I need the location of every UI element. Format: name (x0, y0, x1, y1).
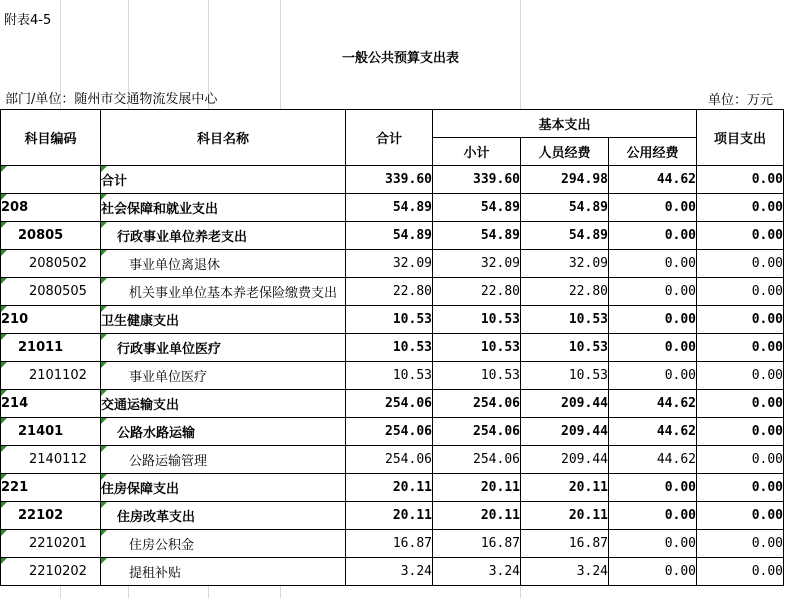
cell-code[interactable] (1, 558, 101, 586)
cell-name[interactable] (101, 362, 346, 390)
cell-name[interactable] (101, 334, 346, 362)
cell-code[interactable] (1, 502, 101, 530)
cell-public[interactable] (609, 306, 697, 334)
cell-personnel-text: 10.53 (568, 312, 608, 327)
cell-comment-marker (101, 362, 107, 368)
cell-subtotal-text: 54.89 (480, 200, 520, 215)
cell-comment-marker (1, 222, 7, 228)
cell-subtotal-text: 20.11 (480, 508, 520, 523)
cell-code[interactable] (1, 390, 101, 418)
cell-personnel[interactable] (521, 278, 609, 306)
cell-project[interactable] (697, 194, 784, 222)
header-code: 科目编码 (1, 110, 101, 166)
cell-code-text: 21401 (18, 424, 64, 439)
cell-public[interactable] (609, 334, 697, 362)
cell-public-text: 0.00 (664, 536, 696, 551)
cell-comment-marker (1, 558, 7, 564)
cell-comment-marker (1, 474, 7, 480)
cell-code-text: 214 (1, 396, 29, 411)
cell-name-text: 提租补贴 (129, 566, 182, 581)
cell-subtotal-text: 10.53 (480, 368, 520, 383)
cell-public[interactable] (609, 250, 697, 278)
cell-code[interactable] (1, 530, 101, 558)
cell-subtotal[interactable] (433, 530, 521, 558)
cell-subtotal[interactable] (433, 166, 521, 194)
cell-comment-marker (101, 334, 107, 340)
cell-code-text: 210 (1, 312, 29, 327)
table-row[interactable] (1, 362, 784, 390)
cell-project[interactable] (697, 502, 784, 530)
cell-public-text: 44.62 (656, 172, 696, 187)
table-row[interactable] (1, 278, 784, 306)
cell-total[interactable] (346, 166, 433, 194)
cell-personnel[interactable] (521, 166, 609, 194)
cell-total[interactable] (346, 474, 433, 502)
cell-subtotal[interactable] (433, 446, 521, 474)
cell-name-text: 公路水路运输 (117, 426, 196, 441)
cell-project-text: 0.00 (751, 564, 783, 579)
cell-public-text: 0.00 (664, 256, 696, 271)
cell-public[interactable] (609, 530, 697, 558)
cell-total[interactable] (346, 502, 433, 530)
cell-name[interactable] (101, 194, 346, 222)
cell-public[interactable] (609, 474, 697, 502)
cell-subtotal-text: 339.60 (473, 172, 520, 187)
cell-comment-marker (1, 250, 7, 256)
cell-public-text: 0.00 (664, 312, 696, 327)
cell-total[interactable] (346, 194, 433, 222)
cell-comment-marker (101, 250, 107, 256)
cell-project-text: 0.00 (751, 340, 783, 355)
annex-label: 附表4-5 (4, 13, 52, 28)
cell-total-text: 54.89 (392, 200, 432, 215)
cell-subtotal[interactable] (433, 278, 521, 306)
cell-project-text: 0.00 (751, 452, 783, 467)
cell-project[interactable] (697, 222, 784, 250)
cell-public-text: 44.62 (656, 396, 696, 411)
cell-public[interactable] (609, 558, 697, 586)
cell-total-text: 3.24 (400, 564, 432, 579)
table-row[interactable] (1, 530, 784, 558)
cell-subtotal-text: 20.11 (480, 480, 520, 495)
cell-public[interactable] (609, 418, 697, 446)
cell-comment-marker (101, 474, 107, 480)
cell-public-text: 0.00 (664, 480, 696, 495)
cell-name-text: 交通运输支出 (101, 398, 180, 413)
cell-comment-marker (1, 502, 7, 508)
cell-public[interactable] (609, 390, 697, 418)
cell-code-text: 2080505 (29, 284, 87, 299)
cell-name-text: 事业单位医疗 (129, 370, 208, 385)
table-row[interactable] (1, 166, 784, 194)
cell-subtotal-text: 16.87 (480, 536, 520, 551)
cell-total[interactable] (346, 446, 433, 474)
cell-name-text: 社会保障和就业支出 (101, 202, 219, 217)
cell-subtotal-text: 32.09 (480, 256, 520, 271)
cell-comment-marker (1, 390, 7, 396)
cell-project[interactable] (697, 166, 784, 194)
cell-public-text: 0.00 (664, 564, 696, 579)
cell-name-text: 行政事业单位医疗 (117, 342, 222, 357)
cell-code-text: 2210202 (29, 564, 87, 579)
cell-public-text: 0.00 (664, 368, 696, 383)
header-subtotal: 小计 (433, 138, 521, 166)
table-row[interactable] (1, 418, 784, 446)
cell-project[interactable] (697, 530, 784, 558)
cell-subtotal[interactable] (433, 558, 521, 586)
cell-personnel[interactable] (521, 446, 609, 474)
cell-total-text: 254.06 (385, 452, 432, 467)
cell-personnel-text: 10.53 (568, 340, 608, 355)
cell-subtotal[interactable] (433, 502, 521, 530)
cell-comment-marker (101, 558, 107, 564)
cell-code-text: 221 (1, 480, 29, 495)
cell-project[interactable] (697, 558, 784, 586)
cell-total[interactable] (346, 222, 433, 250)
cell-comment-marker (1, 530, 7, 536)
budget-table (0, 109, 784, 586)
cell-project-text: 0.00 (751, 312, 783, 327)
cell-total[interactable] (346, 278, 433, 306)
cell-personnel-text: 32.09 (568, 256, 608, 271)
cell-personnel[interactable] (521, 222, 609, 250)
cell-name[interactable] (101, 502, 346, 530)
cell-personnel[interactable] (521, 362, 609, 390)
table-row[interactable] (1, 390, 784, 418)
cell-personnel-text: 22.80 (568, 284, 608, 299)
cell-name[interactable] (101, 474, 346, 502)
cell-name-text: 事业单位离退休 (129, 258, 221, 273)
cell-project-text: 0.00 (751, 424, 783, 439)
cell-comment-marker (1, 194, 7, 200)
cell-total[interactable] (346, 334, 433, 362)
cell-project[interactable] (697, 474, 784, 502)
cell-project[interactable] (697, 278, 784, 306)
header-personnel: 人员经费 (521, 138, 609, 166)
table-row[interactable] (1, 502, 784, 530)
cell-comment-marker (101, 418, 107, 424)
cell-personnel[interactable] (521, 474, 609, 502)
cell-personnel-text: 10.53 (568, 368, 608, 383)
cell-public-text: 44.62 (656, 452, 696, 467)
cell-personnel-text: 294.98 (561, 172, 608, 187)
cell-code[interactable] (1, 278, 101, 306)
table-row[interactable] (1, 334, 784, 362)
cell-name-text: 住房保障支出 (101, 482, 180, 497)
cell-comment-marker (101, 446, 107, 452)
cell-public[interactable] (609, 194, 697, 222)
cell-public[interactable] (609, 222, 697, 250)
cell-total[interactable] (346, 530, 433, 558)
cell-code-text: 208 (1, 200, 29, 215)
cell-subtotal[interactable] (433, 390, 521, 418)
cell-subtotal-text: 254.06 (473, 396, 520, 411)
cell-project-text: 0.00 (751, 172, 783, 187)
cell-project-text: 0.00 (751, 508, 783, 523)
cell-name-text: 住房公积金 (129, 538, 195, 553)
table-row[interactable] (1, 250, 784, 278)
cell-total-text: 16.87 (392, 536, 432, 551)
cell-name-text: 机关事业单位基本养老保险缴费支出 (129, 286, 338, 301)
header-total: 合计 (346, 110, 433, 166)
cell-name[interactable] (101, 166, 346, 194)
cell-name[interactable] (101, 222, 346, 250)
cell-personnel[interactable] (521, 306, 609, 334)
cell-comment-marker (1, 278, 7, 284)
cell-subtotal[interactable] (433, 250, 521, 278)
cell-personnel-text: 209.44 (561, 396, 608, 411)
header-public: 公用经费 (609, 138, 697, 166)
cell-total-text: 254.06 (385, 396, 432, 411)
cell-subtotal-text: 22.80 (480, 284, 520, 299)
cell-comment-marker (101, 502, 107, 508)
cell-name[interactable] (101, 250, 346, 278)
cell-comment-marker (1, 446, 7, 452)
cell-total[interactable] (346, 250, 433, 278)
cell-project[interactable] (697, 418, 784, 446)
cell-project-text: 0.00 (751, 228, 783, 243)
cell-subtotal[interactable] (433, 306, 521, 334)
cell-name[interactable] (101, 530, 346, 558)
cell-project[interactable] (697, 250, 784, 278)
cell-code[interactable] (1, 418, 101, 446)
cell-total-text: 254.06 (385, 424, 432, 439)
cell-code-text: 2080502 (29, 256, 87, 271)
cell-project[interactable] (697, 390, 784, 418)
header-name: 科目名称 (101, 110, 346, 166)
cell-code[interactable] (1, 362, 101, 390)
cell-personnel[interactable] (521, 418, 609, 446)
cell-project-text: 0.00 (751, 284, 783, 299)
cell-total[interactable] (346, 558, 433, 586)
cell-code[interactable] (1, 194, 101, 222)
cell-personnel-text: 54.89 (568, 228, 608, 243)
cell-subtotal-text: 10.53 (480, 312, 520, 327)
cell-total-text: 10.53 (392, 340, 432, 355)
cell-total-text: 22.80 (392, 284, 432, 299)
cell-personnel[interactable] (521, 194, 609, 222)
cell-personnel[interactable] (521, 530, 609, 558)
cell-public[interactable] (609, 362, 697, 390)
cell-total-text: 10.53 (392, 312, 432, 327)
table-row[interactable] (1, 306, 784, 334)
cell-code-text: 2101102 (29, 368, 87, 383)
cell-subtotal-text: 254.06 (473, 452, 520, 467)
cell-personnel[interactable] (521, 558, 609, 586)
cell-public-text: 0.00 (664, 284, 696, 299)
cell-personnel-text: 20.11 (568, 508, 608, 523)
cell-code-text: 2210201 (29, 536, 87, 551)
cell-project[interactable] (697, 446, 784, 474)
department-label: 部门/单位：随州市交通物流发展中心 (5, 92, 218, 107)
cell-name[interactable] (101, 446, 346, 474)
cell-subtotal[interactable] (433, 222, 521, 250)
cell-public-text: 0.00 (664, 228, 696, 243)
cell-personnel-text: 209.44 (561, 424, 608, 439)
cell-total[interactable] (346, 306, 433, 334)
cell-subtotal-text: 254.06 (473, 424, 520, 439)
cell-personnel-text: 209.44 (561, 452, 608, 467)
cell-project-text: 0.00 (751, 256, 783, 271)
cell-project[interactable] (697, 362, 784, 390)
cell-subtotal[interactable] (433, 362, 521, 390)
cell-project-text: 0.00 (751, 536, 783, 551)
cell-personnel[interactable] (521, 334, 609, 362)
table-row[interactable] (1, 194, 784, 222)
cell-name[interactable] (101, 418, 346, 446)
cell-subtotal-text: 10.53 (480, 340, 520, 355)
cell-public-text: 44.62 (656, 424, 696, 439)
cell-name[interactable] (101, 558, 346, 586)
cell-comment-marker (101, 194, 107, 200)
cell-project-text: 0.00 (751, 396, 783, 411)
cell-code[interactable] (1, 334, 101, 362)
cell-name-text: 合计 (101, 174, 128, 189)
table-row[interactable] (1, 474, 784, 502)
cell-code-text: 21011 (18, 340, 64, 355)
cell-comment-marker (101, 222, 107, 228)
cell-name[interactable] (101, 306, 346, 334)
header-basic: 基本支出 (433, 110, 697, 138)
cell-public-text: 0.00 (664, 508, 696, 523)
cell-total-text: 10.53 (392, 368, 432, 383)
cell-name-text: 行政事业单位养老支出 (117, 230, 248, 245)
table-row[interactable] (1, 446, 784, 474)
table-row[interactable] (1, 558, 784, 586)
cell-public[interactable] (609, 502, 697, 530)
cell-public[interactable] (609, 278, 697, 306)
cell-comment-marker (101, 278, 107, 284)
unit-label: 单位：万元 (707, 93, 773, 108)
cell-code-text: 20805 (18, 228, 64, 243)
cell-public[interactable] (609, 166, 697, 194)
cell-total[interactable] (346, 418, 433, 446)
cell-subtotal[interactable] (433, 418, 521, 446)
cell-public[interactable] (609, 446, 697, 474)
table-title: 一般公共预算支出表 (341, 51, 459, 66)
cell-comment-marker (1, 418, 7, 424)
header-project: 项目支出 (697, 110, 784, 166)
cell-personnel-text: 20.11 (568, 480, 608, 495)
cell-subtotal-text: 3.24 (488, 564, 520, 579)
cell-project-text: 0.00 (751, 368, 783, 383)
cell-comment-marker (101, 390, 107, 396)
cell-project[interactable] (697, 306, 784, 334)
cell-personnel-text: 3.24 (576, 564, 608, 579)
cell-comment-marker (101, 166, 107, 172)
cell-subtotal[interactable] (433, 334, 521, 362)
cell-total[interactable] (346, 390, 433, 418)
cell-public-text: 0.00 (664, 340, 696, 355)
cell-code[interactable] (1, 306, 101, 334)
cell-total-text: 54.89 (392, 228, 432, 243)
cell-code[interactable] (1, 222, 101, 250)
cell-code[interactable] (1, 166, 101, 194)
cell-personnel[interactable] (521, 250, 609, 278)
cell-subtotal-text: 54.89 (480, 228, 520, 243)
cell-comment-marker (1, 334, 7, 340)
cell-name-text: 公路运输管理 (129, 454, 208, 469)
cell-comment-marker (1, 166, 7, 172)
cell-total-text: 20.11 (392, 508, 432, 523)
cell-name-text: 卫生健康支出 (101, 314, 180, 329)
cell-total-text: 20.11 (392, 480, 432, 495)
cell-code[interactable] (1, 446, 101, 474)
cell-name-text: 住房改革支出 (117, 510, 196, 525)
cell-total[interactable] (346, 362, 433, 390)
table-row[interactable] (1, 222, 784, 250)
cell-comment-marker (101, 306, 107, 312)
cell-comment-marker (1, 362, 7, 368)
cell-subtotal[interactable] (433, 194, 521, 222)
cell-personnel[interactable] (521, 502, 609, 530)
cell-project-text: 0.00 (751, 200, 783, 215)
cell-code-text: 22102 (18, 508, 64, 523)
cell-comment-marker (1, 306, 7, 312)
cell-total-text: 32.09 (392, 256, 432, 271)
cell-code[interactable] (1, 250, 101, 278)
cell-subtotal[interactable] (433, 474, 521, 502)
cell-code[interactable] (1, 474, 101, 502)
cell-comment-marker (101, 530, 107, 536)
cell-name[interactable] (101, 278, 346, 306)
cell-total-text: 339.60 (385, 172, 432, 187)
cell-personnel[interactable] (521, 390, 609, 418)
cell-public-text: 0.00 (664, 200, 696, 215)
cell-project-text: 0.00 (751, 480, 783, 495)
cell-code-text: 2140112 (29, 452, 87, 467)
cell-name[interactable] (101, 390, 346, 418)
cell-personnel-text: 54.89 (568, 200, 608, 215)
cell-project[interactable] (697, 334, 784, 362)
cell-personnel-text: 16.87 (568, 536, 608, 551)
